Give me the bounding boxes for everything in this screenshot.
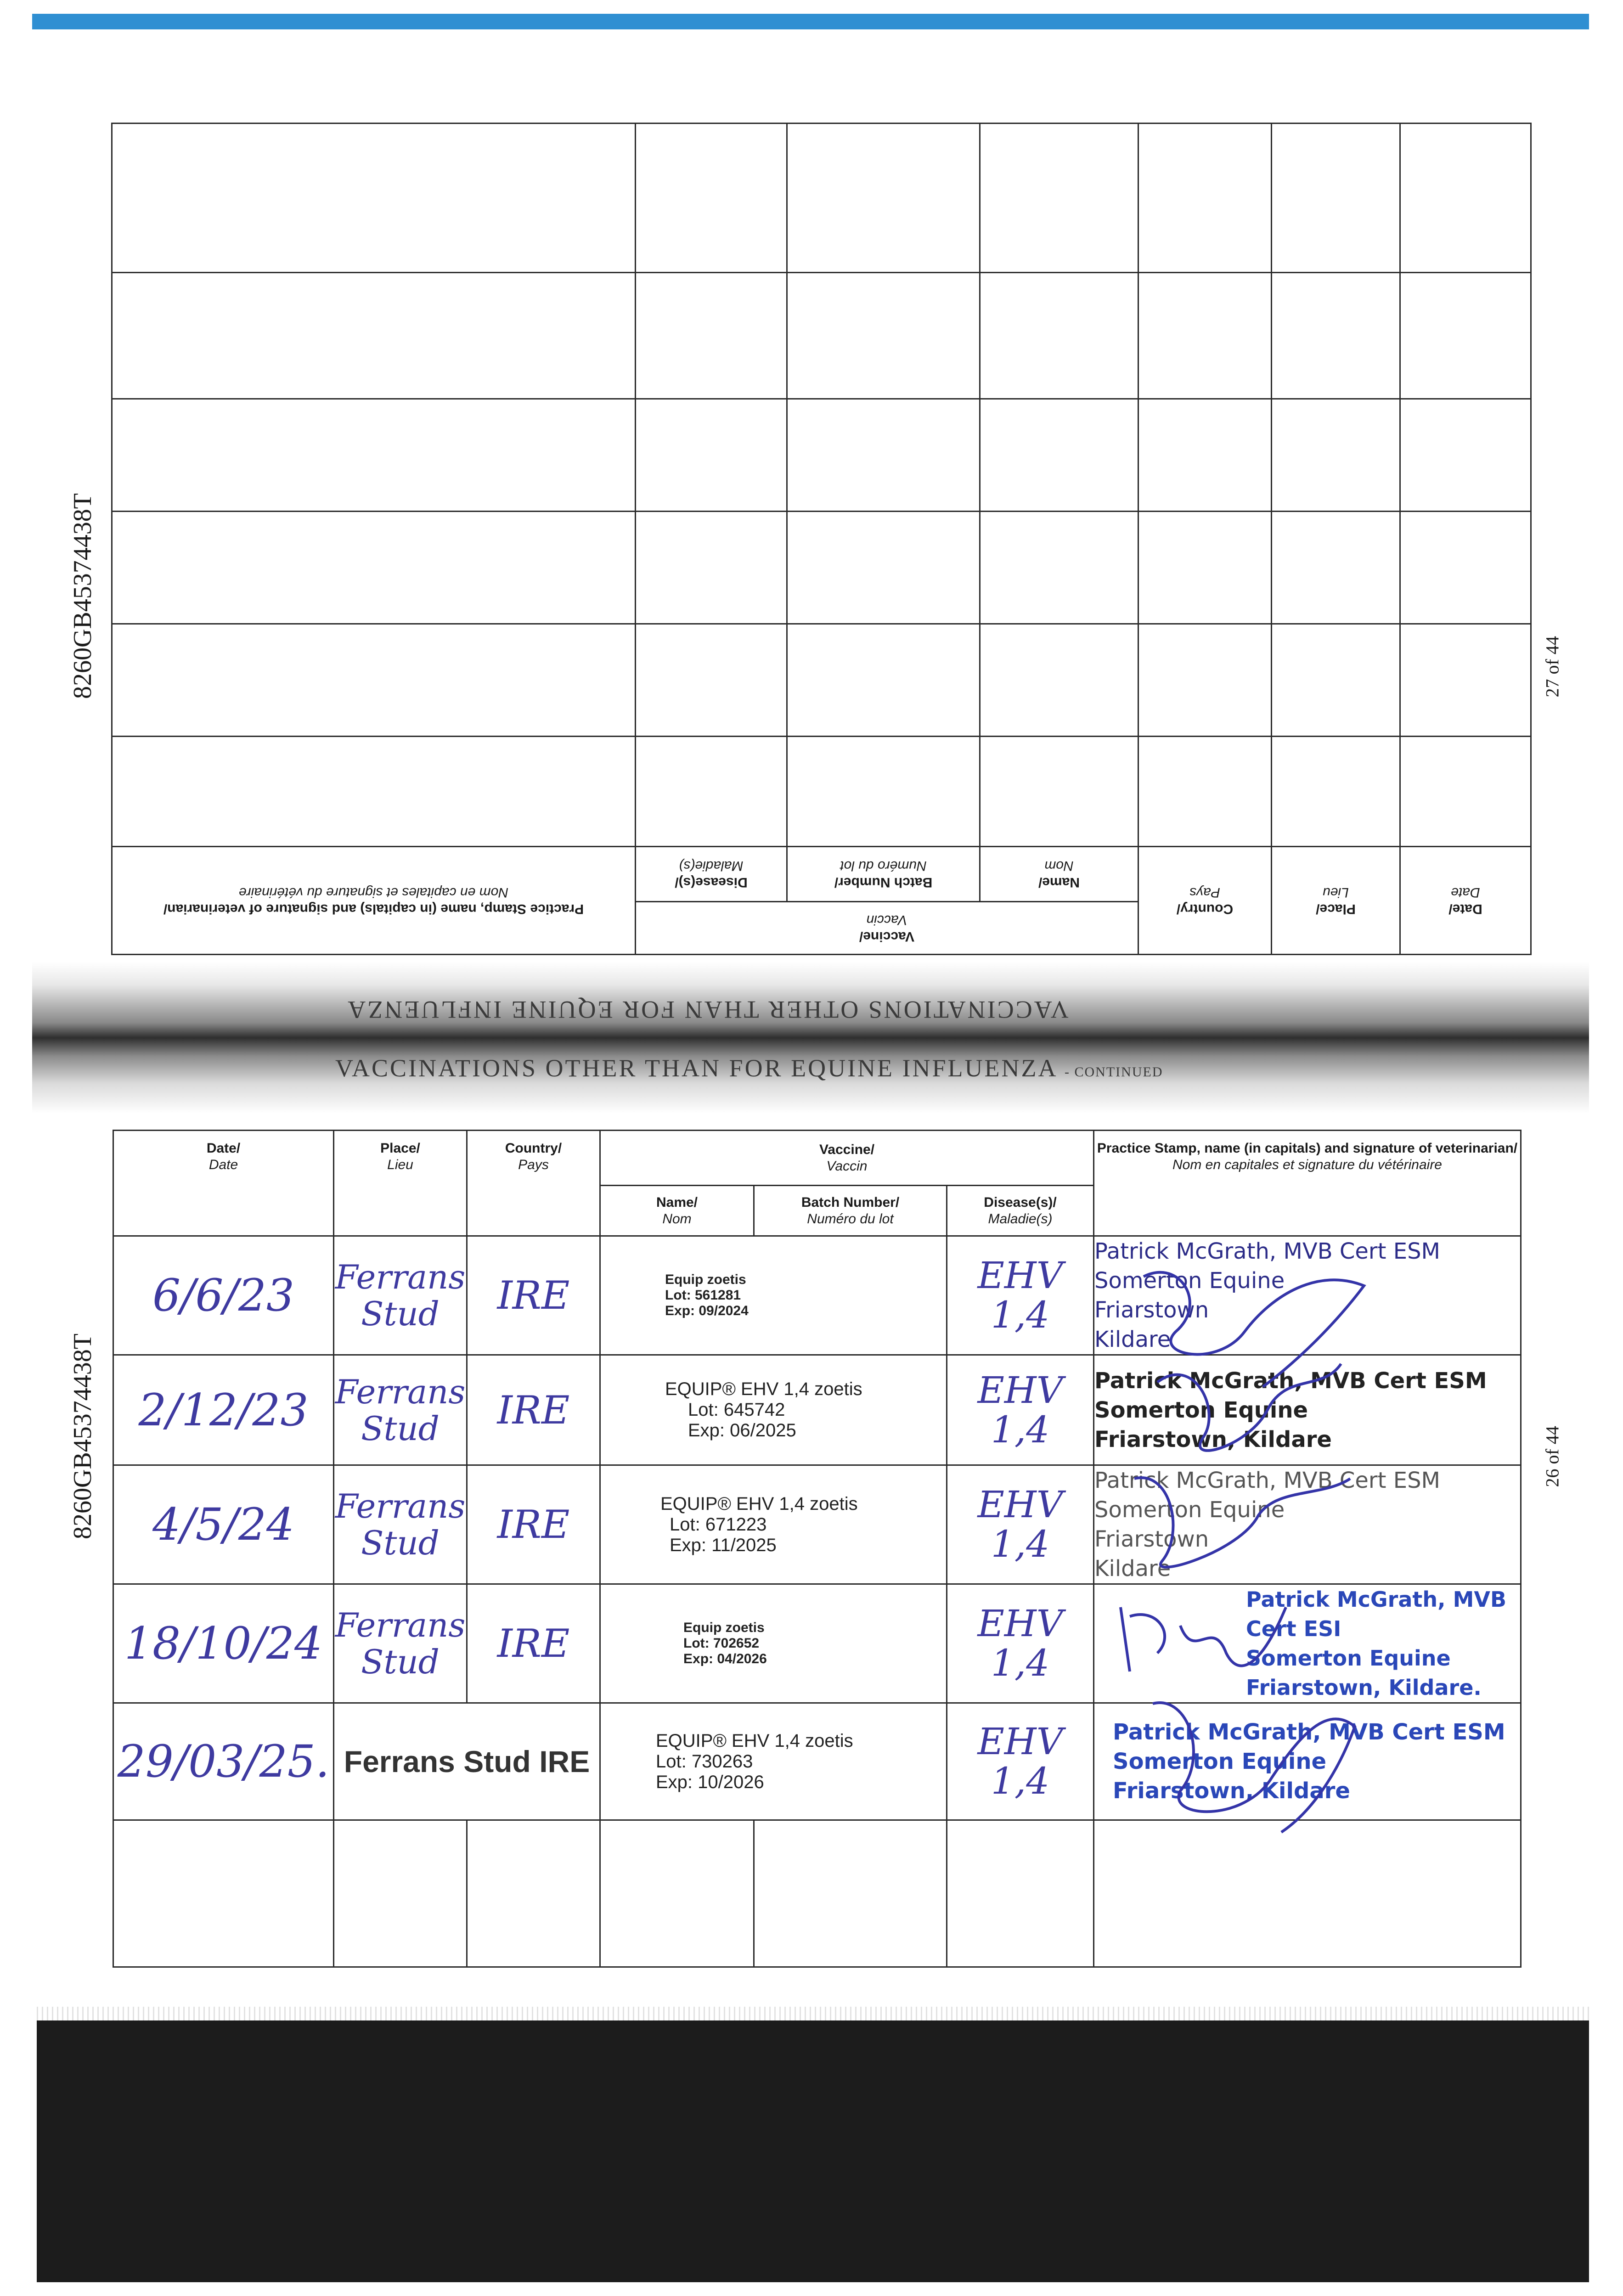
- table-row-empty: [113, 1820, 1521, 1967]
- exp-date: 11/2025: [711, 1535, 777, 1555]
- hdr-country: Country/ Pays: [467, 1131, 600, 1236]
- vaccine-label-sticker: [600, 1584, 947, 1703]
- place-country-stamp: Ferrans Stud IRE: [334, 1703, 600, 1820]
- hdr-stamp: Practice Stamp, name (in capitals) and signature of veterinarian/ Nom en capitales et signature du vétérinaire: [112, 847, 636, 955]
- vet-stamp: Patrick McGrath, MVB Cert ESI Somerton Equine Friarstown, Kildare.: [1094, 1584, 1521, 1703]
- exp-label: Exp:: [665, 1303, 695, 1318]
- date-cell: 29/03/25.: [113, 1703, 334, 1820]
- lot-label: Lot:: [688, 1400, 719, 1420]
- vaccine-name: Equip zoetis: [683, 1620, 765, 1635]
- country-cell: IRE: [467, 1584, 600, 1703]
- passport-id-upper: 8260GB4537443​8T: [68, 493, 97, 699]
- date-cell: 4/5/24: [113, 1465, 334, 1584]
- disease-cell: EHV 1,4: [947, 1584, 1094, 1703]
- lot-label: Lot:: [656, 1751, 687, 1772]
- table-row: [113, 1465, 1521, 1584]
- passport-id-lower: 8260GB4537443​8T: [68, 1334, 97, 1539]
- scan-dark-border: [37, 2020, 1589, 2282]
- hdr-vaccine: Vaccine/ Vaccin: [600, 1131, 1094, 1186]
- vaccine-name: EQUIP® EHV 1,4 zoetis: [660, 1493, 858, 1514]
- hdr-disease: Disease(s)/ Maladie(s): [947, 1186, 1094, 1236]
- vaccine-name: Equip zoetis: [665, 1272, 746, 1287]
- place-cell: Ferrans Stud: [334, 1584, 467, 1703]
- vaccine-name: EQUIP® EHV 1,4 zoetis: [656, 1730, 853, 1751]
- exp-date: 04/2026: [717, 1651, 767, 1666]
- scan-noise-strip: [37, 2007, 1589, 2020]
- exp-label: Exp:: [670, 1535, 707, 1555]
- lot-label: Lot:: [670, 1514, 700, 1535]
- lot-number: 645742: [723, 1400, 785, 1420]
- place-cell: Ferrans Stud: [334, 1465, 467, 1584]
- vaccine-label-sticker: [600, 1355, 947, 1465]
- hdr-vaccine: Vaccine/ Vaccin: [636, 902, 1138, 955]
- vet-stamp: Patrick McGrath, MVB Cert ESM Somerton Equine Friarstown Kildare: [1094, 1465, 1521, 1584]
- hdr-date: Date/ Date: [113, 1131, 334, 1236]
- exp-label: Exp:: [688, 1420, 725, 1441]
- date-cell: 2/12/23: [113, 1355, 334, 1465]
- lot-number: 671223: [705, 1514, 767, 1535]
- date-cell: 6/6/23: [113, 1236, 334, 1355]
- hdr-batch: Batch Number/ Numéro du lot: [754, 1186, 947, 1236]
- exp-date: 06/2025: [730, 1420, 796, 1441]
- disease-cell: EHV 1,4: [947, 1236, 1094, 1355]
- disease-cell: EHV 1,4: [947, 1465, 1094, 1584]
- table-row: [113, 1703, 1521, 1820]
- exp-label: Exp:: [683, 1651, 714, 1666]
- lot-number: 561281: [694, 1288, 741, 1303]
- hdr-disease: Disease(s)/ Maladie(s): [636, 847, 787, 902]
- top-color-band: [32, 14, 1589, 29]
- exp-date: 09/2024: [699, 1303, 749, 1318]
- country-cell: IRE: [467, 1355, 600, 1465]
- upper-page-table: [113, 124, 1532, 955]
- section-title: VACCINATIONS OTHER THAN FOR EQUINE INFLUENZA - CONTINUED: [335, 1054, 1163, 1082]
- upper-vaccination-table: [111, 123, 1532, 955]
- book-spine-fold: [32, 962, 1589, 1114]
- hdr-stamp: Practice Stamp, name (in capitals) and signature of veterinarian/ Nom en capitales et signature du vétérinaire: [1094, 1131, 1521, 1236]
- table-row: [113, 1584, 1521, 1703]
- disease-cell: EHV 1,4: [947, 1355, 1094, 1465]
- page-number-lower: 26 of 44: [1542, 1426, 1563, 1487]
- lot-label: Lot:: [683, 1636, 710, 1651]
- hdr-country: Country/ Pays: [1138, 847, 1272, 955]
- table-row: [113, 1236, 1521, 1355]
- vaccination-table: [113, 1130, 1522, 1968]
- disease-cell: EHV 1,4: [947, 1703, 1094, 1820]
- vet-stamp: Patrick McGrath, MVB Cert ESM Somerton Equine Friarstown, Kildare: [1094, 1355, 1521, 1465]
- lot-label: Lot:: [665, 1288, 691, 1303]
- country-cell: IRE: [467, 1236, 600, 1355]
- section-title-upper: VACCINATIONS OTHER THAN FOR EQUINE INFLUENZA: [346, 996, 1069, 1024]
- hdr-date: Date/ Date: [1400, 847, 1531, 955]
- exp-date: 10/2026: [698, 1772, 764, 1792]
- country-cell: IRE: [467, 1465, 600, 1584]
- vaccine-name: EQUIP® EHV 1,4 zoetis: [665, 1379, 862, 1399]
- table-row: [113, 1355, 1521, 1465]
- hdr-place: Place/ Lieu: [1272, 847, 1400, 955]
- vet-stamp: Patrick McGrath, MVB Cert ESM Somerton Equine Friarstown Kildare: [1094, 1236, 1521, 1355]
- hdr-name: Name/ Nom: [600, 1186, 754, 1236]
- date-cell: 18/10/24: [113, 1584, 334, 1703]
- lot-number: 702652: [713, 1636, 760, 1651]
- lot-number: 730263: [691, 1751, 753, 1772]
- place-cell: Ferrans Stud: [334, 1236, 467, 1355]
- hdr-name: Name/ Nom: [980, 847, 1138, 902]
- exp-label: Exp:: [656, 1772, 693, 1792]
- vaccine-label-sticker: [600, 1236, 947, 1355]
- vaccine-label-sticker: [600, 1465, 947, 1584]
- hdr-place: Place/ Lieu: [334, 1131, 467, 1236]
- vet-stamp: Patrick McGrath, MVB Cert ESM Somerton Equine Friarstown, Kildare: [1094, 1703, 1521, 1820]
- page-number-upper: 27 of 44: [1542, 636, 1563, 698]
- vaccine-label-sticker: [600, 1703, 947, 1820]
- hdr-batch: Batch Number/ Numéro du lot: [787, 847, 980, 902]
- place-cell: Ferrans Stud: [334, 1355, 467, 1465]
